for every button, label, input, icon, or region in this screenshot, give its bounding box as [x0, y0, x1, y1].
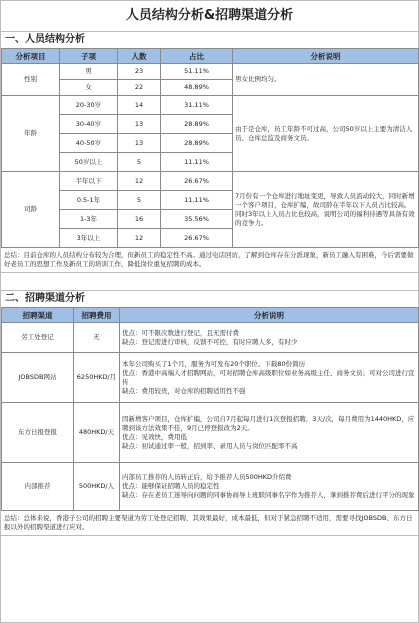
header-item: 分析项目: [2, 49, 60, 64]
sub-cell: 女: [60, 80, 118, 96]
sub-cell: 20-30岁: [60, 96, 118, 115]
analysis-line: 优点：能够保证招聘人员的稳定性: [122, 482, 220, 490]
count-cell: 13: [118, 115, 161, 134]
pct-cell: 48.89%: [161, 80, 233, 96]
sub-cell: 50岁以上: [60, 153, 118, 172]
page-title: 人员结构分析&招聘渠道分析: [125, 8, 294, 23]
sub-cell: 40-50岁: [60, 134, 118, 153]
channel-cell: 东方日报登报: [2, 403, 74, 463]
analysis-cell: [120, 323, 419, 353]
pct-cell: 26.67%: [161, 229, 233, 248]
header-channel: 招聘渠道: [2, 308, 74, 323]
analysis-line: 优点：见效快，费用低: [122, 432, 187, 441]
group-age: 年龄: [2, 96, 60, 172]
sub-cell: 30-40岁: [60, 115, 118, 134]
group-tenure: 司龄: [2, 172, 60, 248]
count-cell: 5: [118, 153, 161, 172]
pct-cell: 26.67%: [161, 172, 233, 191]
pct-cell: 35.56%: [161, 210, 233, 229]
analysis-line: 缺点：初试通过率一般，招到率、录用人员与岗位匹配率不高: [122, 441, 298, 450]
analysis-line: 本年公司购买了1个月，服务为可发布20个职位、下载80份简历: [122, 359, 306, 368]
structure-header-row: [2, 49, 419, 64]
analysis-line: 内部员工推荐的人员转正后，给予推荐人员500HKD介绍费: [122, 473, 292, 481]
table-row: [2, 172, 419, 191]
analysis-cell: [120, 353, 419, 403]
section1-summary: 总结：目前仓库的人员结构分布较为合理，但新员工的稳定性不高。通过电话回访，了解到仓库存在分派现象，新员工融入有困难，今后需要做好老员工的思想工作及新员工的培训工作，降低岗位重复招聘的成本。: [1, 248, 418, 273]
section2-summary: 总结：总体来说，香港子公司的招聘主要渠道为劳工处登记招聘，其效果最好，成本最低，但对于紧急招聘不适用，需要寻找JOBSDB、东方日报以外的招聘渠道进行应对。: [1, 511, 418, 536]
count-cell: 13: [118, 134, 161, 153]
channel-header-row: [2, 308, 419, 323]
channel-table: [1, 307, 419, 511]
count-cell: 23: [118, 64, 161, 80]
count-cell: 14: [118, 96, 161, 115]
count-cell: 5: [118, 191, 161, 210]
fee-cell: 480HKD/天: [74, 403, 120, 463]
channel-cell: 劳工处登记: [2, 323, 74, 353]
comment-gender: 男女比例均匀。: [233, 64, 419, 96]
section2-heading: 二、招聘渠道分析: [1, 290, 418, 307]
pct-cell: 28.89%: [161, 134, 233, 153]
fee-cell: 6250HKD/月: [74, 353, 120, 403]
header-pct: 占比: [161, 49, 233, 64]
sub-cell: 半年以下: [60, 172, 118, 191]
table-row: [2, 463, 419, 511]
sub-cell: 男: [60, 64, 118, 80]
analysis-line: 优点：可不限次数进行登记，且无需付费: [122, 328, 239, 337]
count-cell: 22: [118, 80, 161, 96]
analysis-line: 因新增客户项目，仓库扩编，公司自7月起每月进行1次登报招聘，3天/次，每月费用为1440HKD，应聘到该方法效果不佳，9月已停登报改为2天。: [122, 414, 415, 432]
sub-cell: 1-3年: [60, 210, 118, 229]
header-comment: 分析说明: [233, 49, 419, 64]
comment-tenure: 7月份有一个仓库进行地址变更，导致人员流动较大，同时新增一个客户项目，仓库扩编，故司龄在半年以下人员占比较高。同时3年以上人员占比也较高，说明公司的福利待遇等具备有效的竞争力。: [233, 172, 419, 248]
analysis-cell: [120, 463, 419, 511]
pct-cell: 11.11%: [161, 191, 233, 210]
analysis-line: 缺点：费用较贵，对仓库的招聘适用性不强: [122, 386, 246, 395]
table-row: [2, 403, 419, 463]
table-row: [2, 353, 419, 403]
pct-cell: 51.11%: [161, 64, 233, 80]
table-row: [2, 323, 419, 353]
header-fee: 招聘费用: [74, 308, 120, 323]
pct-cell: 28.89%: [161, 115, 233, 134]
analysis-line: 优点：香港中高端人才招聘网站，可对招聘仓库高级职位如业务高级主任、商务文员；可对公司进行宣传: [122, 368, 415, 386]
fee-cell: 500HKD/人: [74, 463, 120, 511]
channel-cell: 内部推荐: [2, 463, 74, 511]
header-sub: 子项: [60, 49, 118, 64]
pct-cell: 31.11%: [161, 96, 233, 115]
spacer: [1, 273, 418, 290]
channel-cell: JOBSDB网站: [2, 353, 74, 403]
analysis-cell: [120, 403, 419, 463]
fee-cell: 无: [74, 323, 120, 353]
structure-table: [1, 48, 419, 248]
sub-cell: 0.5-1年: [60, 191, 118, 210]
count-cell: 12: [118, 172, 161, 191]
analysis-line: 缺点：登记需进行审核，反馈不可控，有时应聘人多，有时少: [122, 337, 298, 346]
count-cell: 16: [118, 210, 161, 229]
pct-cell: 11.11%: [161, 153, 233, 172]
header-count: 人数: [118, 49, 161, 64]
count-cell: 12: [118, 229, 161, 248]
analysis-line: 缺点：存在老员工迷导向问题的同事协商导上班联同事名字作为推荐人，拿到推荐费后进行平分的现象: [122, 491, 415, 499]
table-row: [2, 64, 419, 80]
group-gender: 性别: [2, 64, 60, 96]
header-analysis: 分析说明: [120, 308, 419, 323]
table-row: [2, 96, 419, 115]
comment-age: 由于是仓库，员工年龄不可过高，公司50岁以上主要为清洁人员、仓库总监及商务文员。: [233, 96, 419, 172]
sub-cell: 3年以上: [60, 229, 118, 248]
section1-heading: 一、人员结构分析: [1, 31, 418, 48]
